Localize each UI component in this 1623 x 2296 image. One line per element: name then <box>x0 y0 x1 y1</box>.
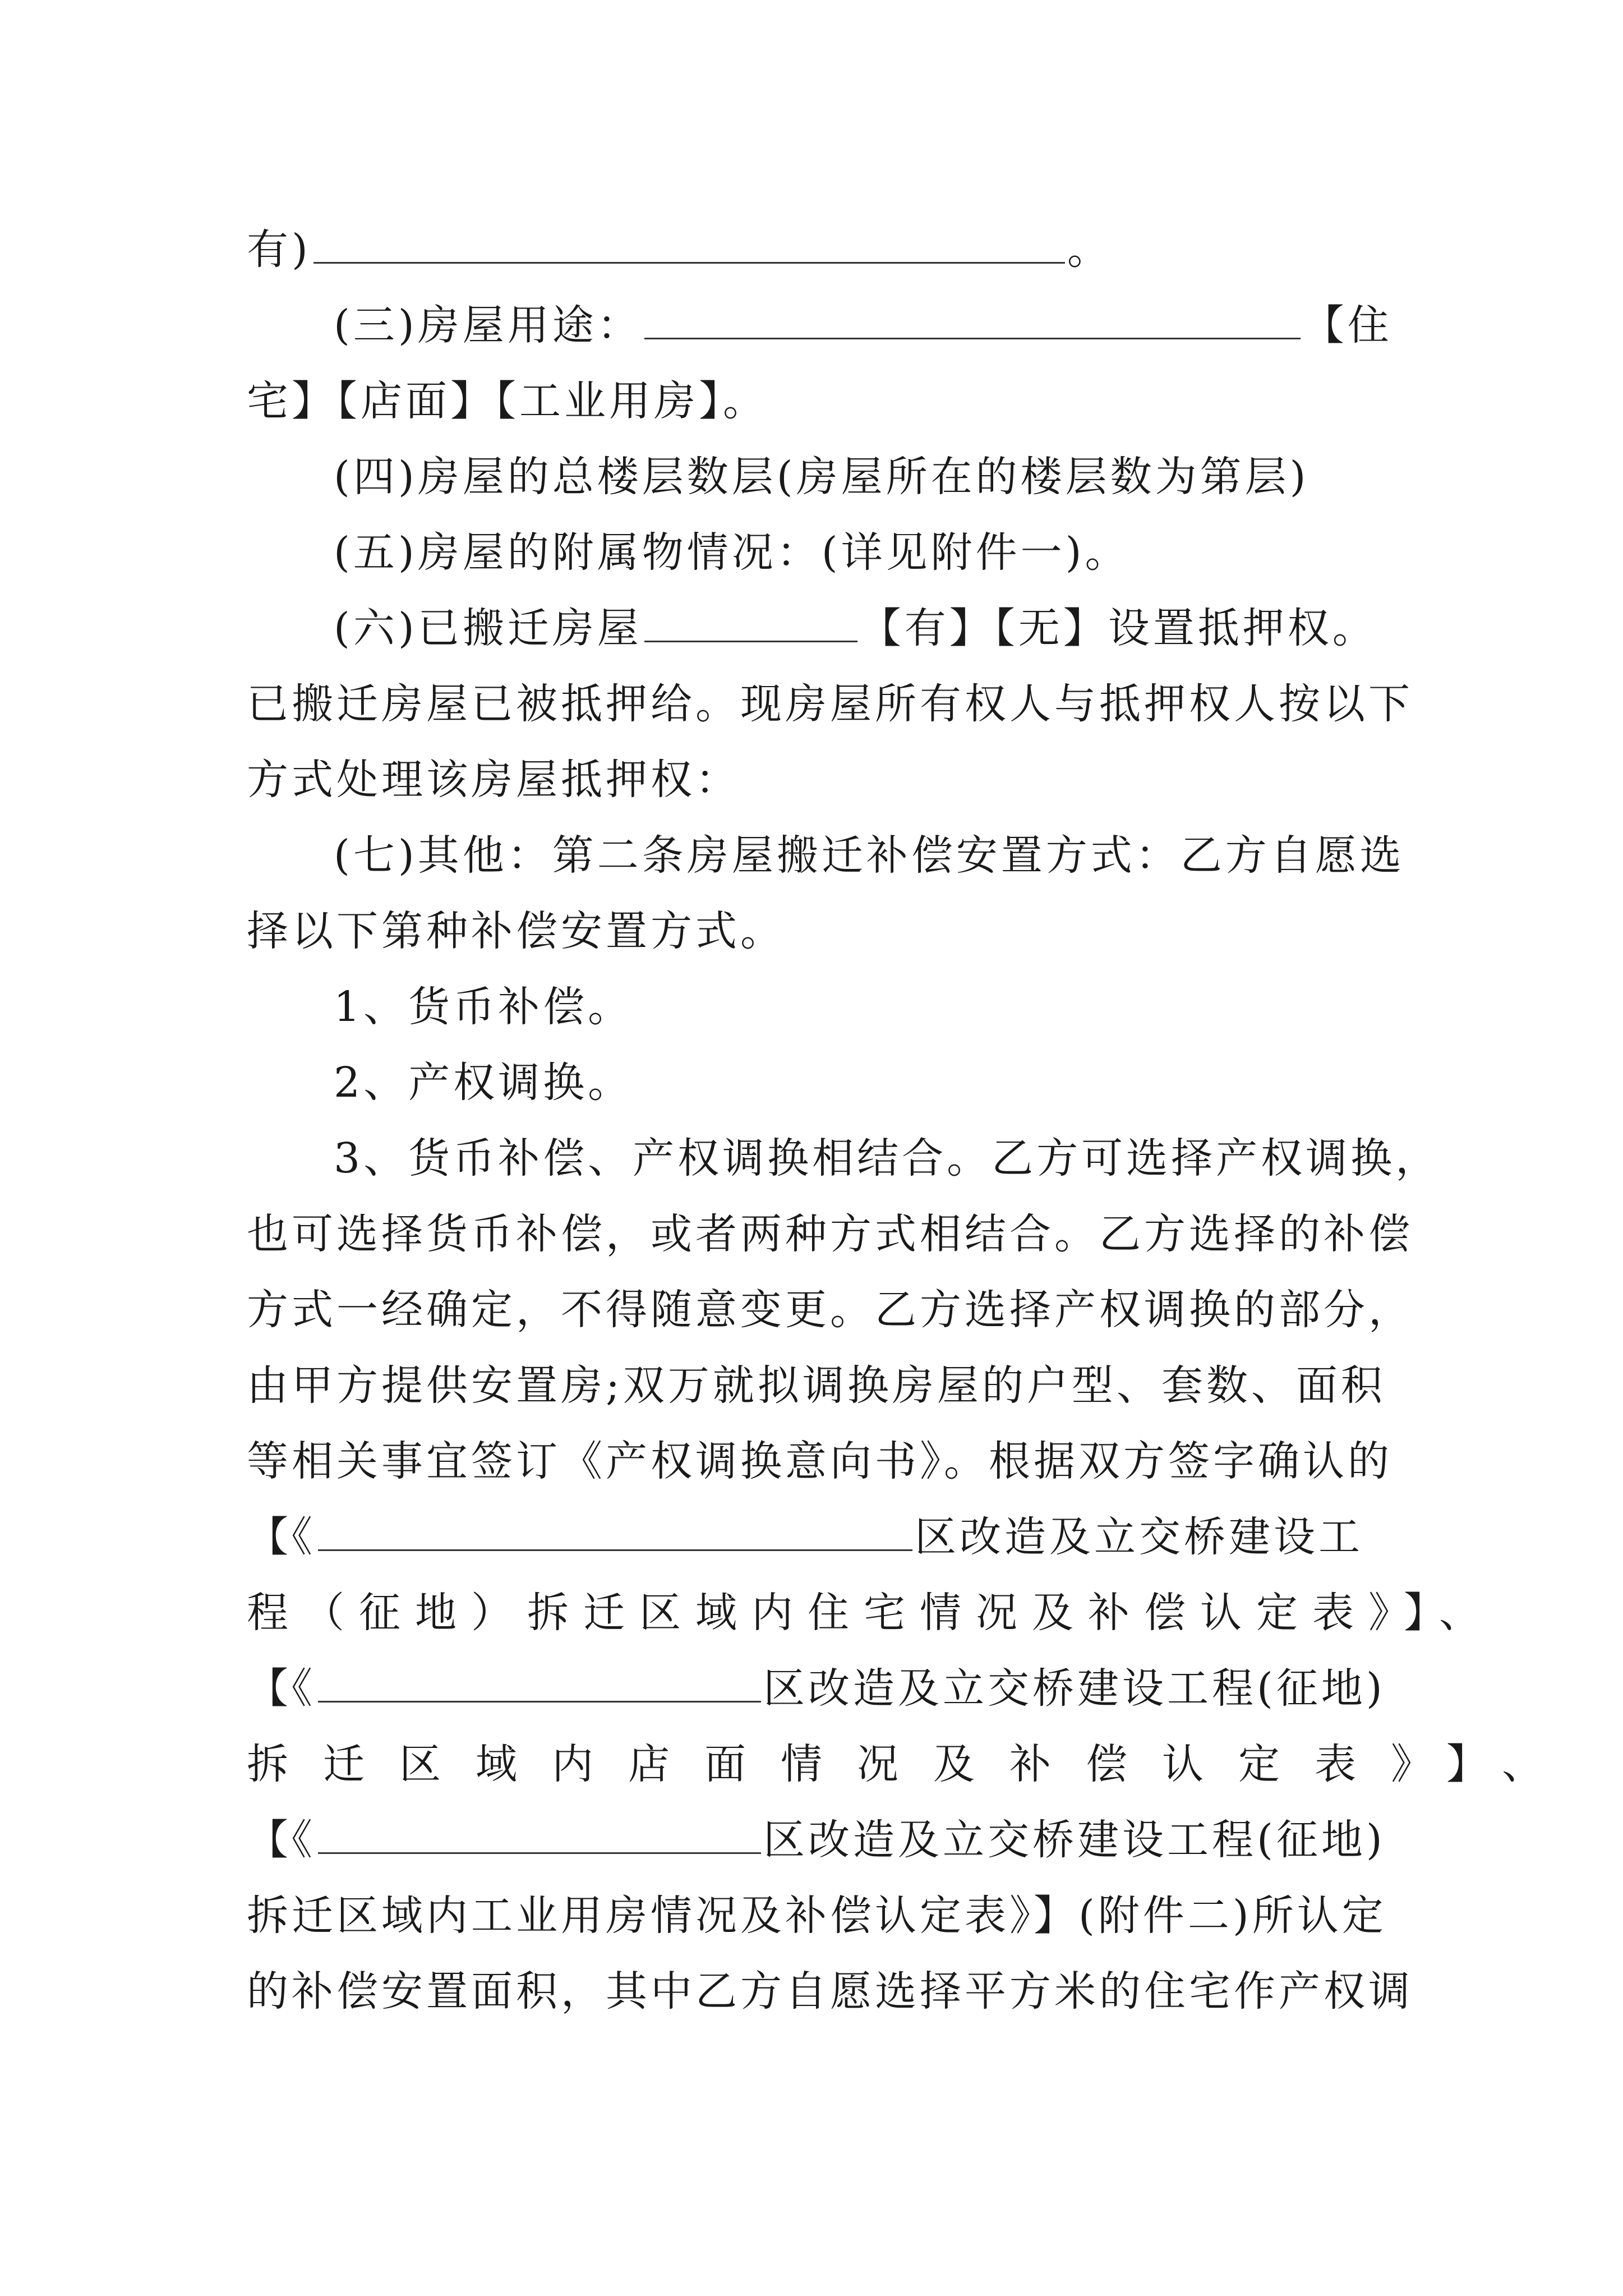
line-8: 方式处理该房屋抵押权： <box>247 756 740 804</box>
line-15: 方式一经确定，不得随意变更。乙方选择产权调换的部分， <box>247 1286 1413 1334</box>
line-19-text: 程（征地）拆迁区域内住宅情况及补偿认定表》】、 <box>247 1589 1495 1637</box>
line-22-end: 区改造及立交桥建设工程(征地) <box>763 1816 1386 1864</box>
line-7: 已搬迁房屋已被抵押给。现房屋所有权人与抵押权人按以下 <box>247 680 1413 728</box>
line-1-start: 有) <box>247 226 311 274</box>
line-20-start: 【《 <box>247 1664 316 1713</box>
line-3: 宅】【店面】【工业用房】。 <box>247 377 768 425</box>
line-22-start: 【《 <box>247 1816 316 1864</box>
line-12: 2、产权调换。 <box>334 1059 633 1107</box>
line-10: 择以下第种补偿安置方式。 <box>247 907 785 955</box>
fill-blank <box>318 1660 761 1703</box>
line-2-start: (三)房屋用途： <box>334 301 642 349</box>
line-16: 由甲方提供安置房;双万就拟调换房屋的户型、套数、面积 <box>247 1361 1386 1410</box>
line-1-end: 。 <box>1067 226 1112 274</box>
line-19 <box>247 1585 1495 1641</box>
line-24: 的补偿安置面积，其中乙方自愿选择平方米的住宅作产权调 <box>247 1967 1413 2016</box>
fill-blank <box>644 600 857 642</box>
line-6 <box>334 600 1391 656</box>
line-2-end: 【住 <box>1302 301 1393 349</box>
line-22 <box>247 1812 1391 1868</box>
fill-blank <box>318 1509 912 1551</box>
line-6-start: (六)已搬迁房屋 <box>334 604 642 652</box>
line-13: 3、货币补偿、产权调换相结合。乙方可选择产权调换， <box>334 1134 1441 1182</box>
line-11: 1、货币补偿。 <box>334 983 633 1031</box>
fill-blank <box>644 297 1301 339</box>
line-18 <box>247 1509 1391 1565</box>
line-17: 等相关事宜签订《产权调换意向书》。根据双方签字确认的 <box>247 1437 1393 1485</box>
line-14: 也可选择货币补偿，或者两种方式相结合。乙方选择的补偿 <box>247 1210 1413 1258</box>
line-1 <box>247 222 1391 278</box>
line-2 <box>334 297 1391 353</box>
line-18-end: 区改造及立交桥建设工 <box>915 1513 1363 1561</box>
line-21-text: 拆迁区域内店面情况及补偿认定表》】、 <box>247 1740 1578 1788</box>
line-20-end: 区改造及立交桥建设工程(征地) <box>763 1664 1386 1713</box>
line-18-start: 【《 <box>247 1513 316 1561</box>
line-20 <box>247 1660 1391 1717</box>
line-9: (七)其他：第二条房屋搬迁补偿安置方式：乙方自愿选 <box>334 831 1405 880</box>
fill-blank <box>313 222 1065 264</box>
line-4: (四)房屋的总楼层数层(房屋所在的楼层数为第层) <box>334 453 1310 501</box>
fill-blank <box>318 1812 761 1854</box>
line-23: 拆迁区域内工业用房情况及补偿认定表》】(附件二)所认定 <box>247 1892 1387 1940</box>
line-21 <box>247 1736 1578 1792</box>
line-5: (五)房屋的附属物情况：(详见附件一)。 <box>334 528 1130 577</box>
line-6-end: 【有】【无】设置抵押权。 <box>859 604 1377 652</box>
